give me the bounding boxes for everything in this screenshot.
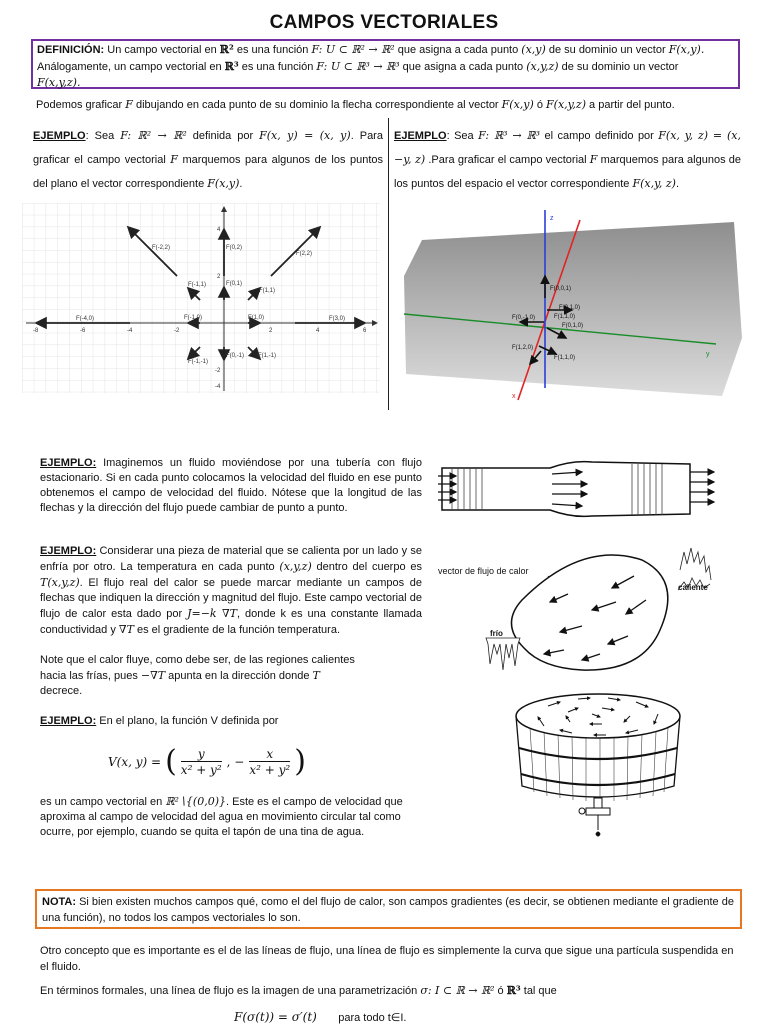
fraction-2 (249, 747, 290, 777)
text: marquemos para algunos de los puntos del espacio el vector correspondiente (394, 154, 741, 190)
math: F (170, 153, 178, 166)
vector-label: F(-1,-1) (188, 359, 208, 365)
text: . Para graficar el campo vectorial (33, 130, 383, 166)
math: F (589, 153, 598, 166)
example-label: EJEMPLO (394, 130, 447, 142)
definition-text: es una función (238, 60, 317, 73)
vector-label: F(0,1) (226, 281, 243, 287)
vector-label: F(1,1) (259, 288, 276, 294)
text: Imaginemos un fluido moviéndose por una tubería con flujo estacionario. Si en cada punto colocamos la velocidad del fluido en ese punto obtenemos el campo de velocidad del fluido. Nótese que la longitud de las flechas y la dirección del flujo puede cambiar de punto a punto. (40, 457, 422, 514)
x-tick: -6 (80, 328, 86, 334)
y-tick: 2 (217, 274, 221, 280)
denominator: x² + y² (180, 763, 222, 777)
math: F: U ⊂ ℝ² → ℝ² (311, 43, 395, 56)
definition-label: DEFINICIÓN: (37, 44, 105, 56)
bathtub-vortex-figure (508, 690, 688, 850)
numerator: y (197, 747, 205, 761)
vector-label: F(0,1,0) (562, 323, 584, 329)
denominator: x² + y² (249, 763, 291, 777)
pipe-body (442, 462, 690, 517)
x-tick: -2 (174, 328, 180, 334)
x-axis-label: x (512, 393, 516, 400)
note-box (35, 889, 742, 929)
text: definida por (186, 130, 260, 142)
definition-text: de su dominio un vector (545, 44, 669, 56)
text: marquemos para algunos de los puntos del plano el vector correspondiente (33, 154, 383, 190)
example-label: EJEMPLO: (40, 715, 97, 727)
math: F(x, y, z) = (x, −y, z) (394, 129, 742, 166)
math: F(x,y, z) (632, 177, 676, 190)
vector-label: F(1,-1) (258, 353, 276, 359)
vector-label: F(0,-1) (226, 353, 244, 359)
note-label: NOTA: (42, 896, 77, 908)
plane-example-paragraph (40, 794, 422, 840)
math: T(x,y,z) (40, 576, 80, 589)
fraction-1 (181, 747, 222, 777)
text: .Para graficar el campo vectorial (425, 154, 590, 166)
x-tick: 4 (316, 328, 320, 334)
math: F (125, 98, 133, 111)
math: σ: I ⊂ ℝ → ℝ² (420, 984, 495, 997)
y-tick: 4 (217, 227, 221, 233)
z-axis-label: z (550, 215, 554, 222)
y-tick: -2 (215, 368, 221, 374)
math: ∇T (118, 623, 134, 636)
text: En el plano, la función V definida por (96, 715, 279, 727)
numerator: x (266, 747, 274, 761)
math: F(x, y) = (x, y) (259, 129, 351, 142)
text: Note que el calor fluye, como debe ser, de las regiones calientes hacia las frías, pues (40, 654, 355, 682)
heat-vector-caption: vector de flujo de calor (438, 566, 529, 576)
math: F(x,y) (501, 98, 534, 111)
definition-box (31, 39, 740, 89)
example-label: EJEMPLO (33, 130, 86, 142)
math: F: ℝ² → ℝ² (120, 129, 187, 142)
text: a partir del punto. (586, 99, 675, 111)
cold-label: frío (490, 629, 503, 638)
text: decrece. (40, 685, 83, 697)
formula-v (108, 742, 306, 782)
vector-label: F(1,1,0) (554, 355, 576, 361)
vector-label: F(-1,1) (188, 282, 206, 288)
example2-paragraph (394, 124, 741, 196)
x-tick: -4 (127, 328, 133, 334)
math: F(x,y). (668, 43, 705, 56)
math: T (312, 669, 320, 682)
vector-field-3d-plot (404, 206, 742, 402)
definition-text: que asigna a cada punto (399, 60, 527, 73)
math: (x,y,z) (526, 59, 559, 73)
vector-label: F(1,2,0) (512, 345, 534, 351)
vector-field-2d-plot (22, 203, 380, 393)
column-divider (388, 118, 389, 410)
vector-label: F(1,1,0) (554, 314, 576, 320)
text: ó (494, 985, 507, 997)
math: (x,y) (521, 43, 546, 56)
intro-paragraph (36, 97, 756, 113)
y-tick: -4 (215, 384, 221, 390)
math: F: U ⊂ ℝ³ → ℝ³ (316, 59, 400, 73)
text: es el gradiente de la función temperatura. (133, 624, 340, 636)
math: ℝ²∖{(0,0)} (165, 795, 226, 808)
vector-label: F(0,1,0) (559, 305, 581, 311)
text: Podemos graficar (36, 99, 126, 111)
text: tal que (520, 985, 557, 997)
text: Considerar una pieza de material que se calienta por un lado y se enfría por otro. La temperatura en cada punto (40, 545, 422, 573)
text: : Sea (446, 130, 479, 142)
text: el campo definido por (540, 130, 659, 142)
drain-valve-icon (579, 798, 610, 836)
text: . (675, 178, 680, 190)
vector-label: F(-4,0) (76, 316, 94, 322)
math: F: ℝ³ → ℝ³ (478, 129, 541, 142)
plane-example-intro (40, 714, 422, 729)
left-paren: ( (165, 744, 177, 779)
math: ℝ³ (506, 984, 521, 997)
vector-label: F(0,0,1) (550, 286, 572, 292)
equation-condition: para todo t∈I. (338, 1012, 407, 1024)
text: . El flujo real del calor se puede marcar mediante un campos de flechas que indiquen la dirección y magnitud del flujo. Este campo vectorial de flujo de calor esta dado por (40, 577, 422, 620)
equation: F(σ(t)) = σ′(t) (234, 1010, 317, 1024)
text: . Este es el campo de velocidad que aproxima al campo de velocidad del agua en movimiento circular tal como ocurre, por ejemplo, cuando se quita el tapón de una tina de agua. (40, 796, 403, 838)
definition-text: es una función (233, 44, 312, 56)
math: −∇T (140, 669, 166, 682)
hot-label: caliente (678, 583, 708, 592)
heat-example-paragraph (40, 544, 422, 638)
separator: , − (226, 755, 245, 769)
vector-label: F(2,2) (296, 251, 313, 257)
formula-lhs: V(x, y) = (108, 755, 162, 769)
math: (x,y,z) (279, 560, 312, 573)
x-tick: -8 (33, 328, 39, 334)
text: dibujando en cada punto de su dominio la flecha correspondiente al vector (132, 99, 502, 111)
definition-text: Un campo vectorial en (104, 44, 220, 56)
flow-lines-paragraph: Otro concepto que es importante es el de las líneas de flujo, una línea de flujo es simplemente la curva que sigue una partícula suspendida en el fluido. (40, 945, 734, 973)
math: F(x,y) (207, 177, 240, 190)
vector-label: F(-1,0) (184, 315, 202, 321)
x-tick: 6 (363, 328, 367, 334)
vector-label: F(0,-1,0) (512, 315, 536, 321)
flow-lines-formal-paragraph (40, 983, 740, 999)
example-label: EJEMPLO: (40, 545, 97, 557)
heat-flow-figure (432, 540, 732, 685)
text: apunta en la dirección donde (165, 670, 313, 682)
math: F(x,y,z). (37, 76, 81, 89)
math: F(x,y,z) (546, 98, 586, 111)
page-title: CAMPOS VECTORIALES (269, 12, 499, 33)
fluid-example-paragraph (40, 456, 422, 516)
vector-label: F(3,0) (329, 316, 346, 322)
text: En términos formales, una línea de flujo es la imagen de una parametrización (40, 985, 421, 997)
y-axis-label: y (706, 351, 710, 358)
pipe-flow-figure (432, 458, 722, 520)
vector-label: F(-2,2) (152, 245, 170, 251)
definition-text: de su dominio un vector (558, 60, 679, 73)
cold-icicles-icon (486, 638, 520, 670)
heat-note-paragraph (40, 653, 360, 699)
text: , donde k es una constante llamada conductividad y (40, 608, 422, 636)
definition-text: que asigna a cada punto (394, 44, 522, 56)
material-body (511, 555, 667, 670)
text: es un campo vectorial en (40, 796, 166, 808)
example1-paragraph (33, 124, 383, 196)
math: ℝ² (219, 43, 234, 56)
definition-text: Análogamente, un campo vectorial en (37, 60, 225, 73)
vector-label: F(0,2) (226, 245, 243, 251)
text: ó (533, 99, 547, 111)
math: J=−k ∇T (187, 607, 237, 620)
text: dentro del cuerpo es (311, 561, 422, 573)
text: . (239, 178, 243, 190)
note-text: Si bien existen muchos campos qué, como el del flujo de calor, son campos gradientes (es decir, se obtienen mediante el gradiente de una función), no todos los campos vectoriales lo son. (42, 896, 734, 924)
flow-line-equation (234, 1010, 407, 1024)
example-label: EJEMPLO: (40, 457, 97, 469)
right-paren: ) (294, 744, 306, 779)
text: : Sea (85, 130, 121, 142)
vector-label: F(1,0) (248, 315, 265, 321)
x-tick: 2 (269, 328, 273, 334)
math: ℝ³ (224, 59, 239, 73)
